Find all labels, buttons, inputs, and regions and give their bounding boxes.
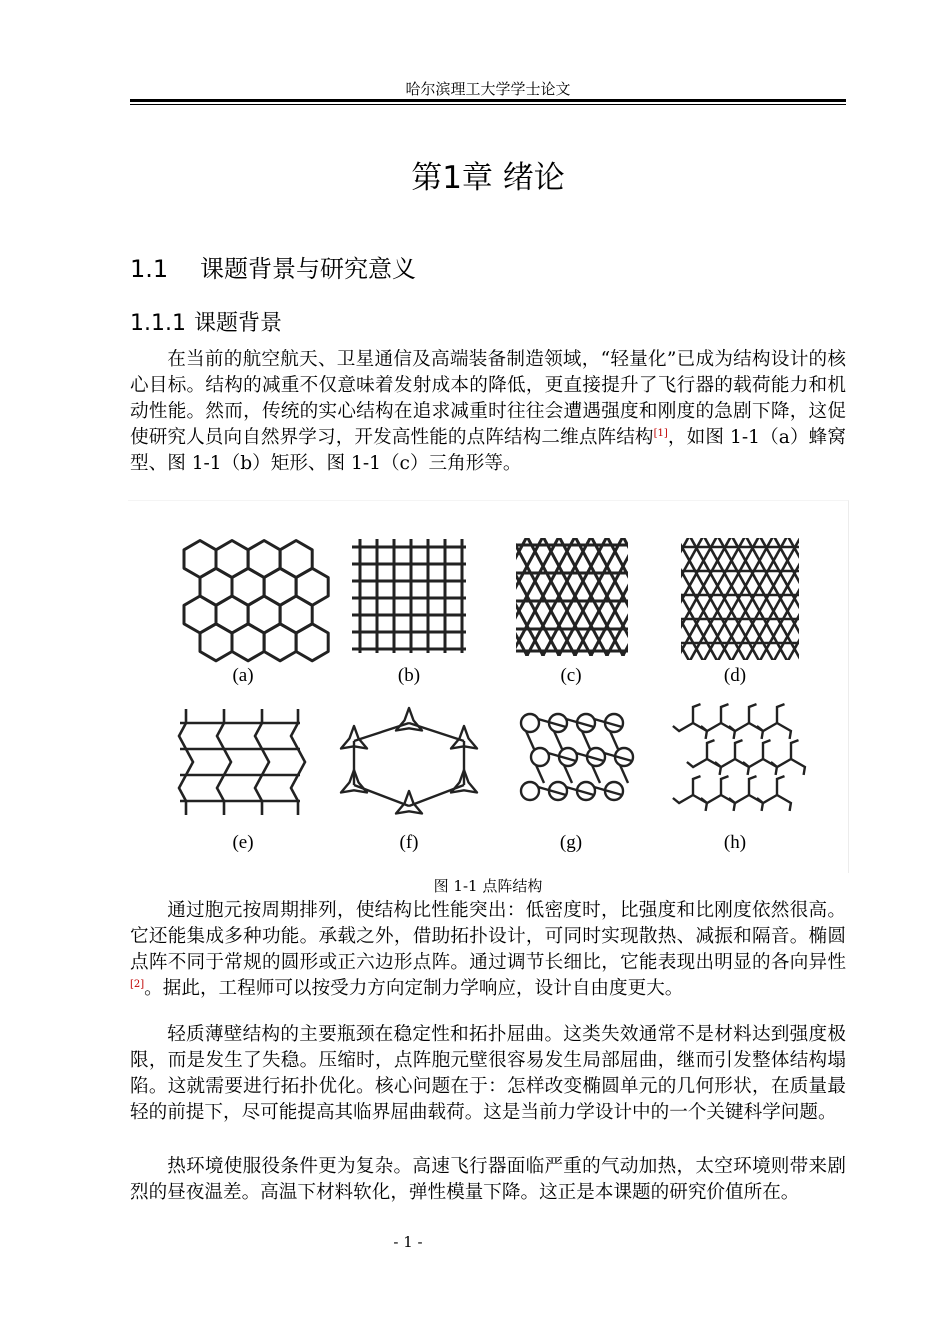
sublabel-c: (c)	[560, 665, 582, 686]
chiral-star-arm	[757, 723, 777, 731]
paragraph-1-text-a: 在当前的航空航天、卫星通信及高端装备制造领域，“轻量化”已成为结构设计的核心目标。结构的减重不仅意味着发射成本的降低，更直接提升了飞行器的载荷能力和机动性能。然而，传统的实心结构在追求减重时往往会遭遇强度和刚度的急剧下降，这促使研究人员向自然界学习，开发高性能的点阵结构二维点阵结构	[130, 349, 846, 448]
chiral-ligament	[610, 731, 618, 749]
star-link	[409, 785, 464, 806]
chiral-star-arm	[721, 795, 735, 811]
triangle-line-diagonal	[444, 531, 514, 661]
kagome-line-diagonal	[617, 531, 692, 666]
chiral-star-arm	[707, 759, 721, 775]
chiral-ligament	[594, 719, 622, 727]
reentrant-strut	[298, 749, 305, 775]
chiral-star-arm	[721, 704, 729, 723]
lattice-structures-figure	[128, 500, 849, 873]
chiral-star-arm	[777, 723, 791, 739]
chiral-star-arm	[693, 704, 701, 723]
section-title: 课题背景与研究意义	[200, 255, 416, 283]
chiral-ligament	[526, 731, 534, 749]
reentrant-strut	[217, 775, 224, 801]
chiral-star-arm	[749, 723, 763, 739]
subsection-heading	[130, 306, 282, 337]
chiral-star-arm	[729, 723, 749, 731]
chiral-ligament	[582, 731, 590, 749]
kagome-line-diagonal	[841, 531, 848, 666]
triangle-line-diagonal	[380, 531, 450, 661]
chiral-star-arm	[693, 723, 707, 739]
triangle-line-diagonal	[620, 531, 690, 661]
sublabel-d: (d)	[723, 665, 747, 686]
honeycomb-cell	[264, 624, 296, 661]
star-link	[354, 785, 409, 806]
triangle-line-diagonal	[396, 531, 466, 661]
triangle-line-diagonal	[444, 531, 514, 661]
triangle-line-diagonal	[396, 531, 466, 661]
chiral-ligament	[594, 787, 622, 795]
chiral-star-arm	[749, 776, 757, 795]
honeycomb-lattice	[184, 541, 328, 661]
chiral-circle-lattice	[521, 714, 633, 800]
chiral-star-arm	[735, 759, 749, 775]
chiral-ligament	[538, 787, 566, 795]
chiral-star-arm	[707, 740, 715, 759]
subsection-number: 1.1.1	[130, 311, 186, 336]
chiral-star-arm	[743, 759, 763, 767]
chiral-star-arm	[729, 795, 749, 803]
chiral-ligament	[604, 753, 632, 761]
chiral-ligament	[576, 753, 604, 761]
honeycomb-cell	[232, 624, 264, 661]
chiral-star-arm	[673, 795, 693, 803]
sublabel-f: (f)	[399, 832, 419, 853]
chiral-star-arm	[749, 704, 757, 723]
paragraph-2-text-a: 通过胞元按周期排列，使结构比性能突出：低密度时，比强度和比刚度依然很高。它还能集成多种功能。承载之外，借助拓扑设计，可同时实现散热、减振和隔音。椭圆点阵不同于常规的圆形或正六边形点阵。通过调节长细比，它能表现出明显的各向异性	[130, 900, 846, 973]
kagome-line-diagonal	[813, 531, 848, 666]
figure-caption: 图 1-1 点阵结构	[433, 877, 543, 895]
honeycomb-cell	[200, 624, 232, 661]
reentrant-strut	[179, 775, 186, 801]
running-header: 哈尔滨理工大学学士论文	[405, 80, 571, 98]
sublabel-h: (h)	[723, 832, 747, 853]
section-heading	[130, 249, 416, 284]
reentrant-strut	[291, 723, 298, 749]
triangle-line-diagonal	[380, 531, 450, 661]
kagome-line-diagonal	[799, 531, 848, 666]
chiral-ligament	[566, 719, 594, 727]
chiral-ligament	[536, 765, 544, 783]
chapter-title: 第1章 绪论	[411, 160, 565, 196]
sublabel-b: (b)	[397, 665, 421, 686]
section-number: 1.1	[130, 255, 169, 283]
reentrant-strut	[255, 723, 262, 749]
kagome-line-diagonal	[841, 531, 848, 666]
kagome-line-diagonal	[617, 531, 692, 666]
chiral-star-arm	[693, 795, 707, 811]
subsection-title: 课题背景	[193, 311, 282, 336]
kagome-line-diagonal	[827, 531, 848, 666]
chiral-star-arm	[721, 723, 735, 739]
reentrant-strut	[217, 723, 224, 749]
chiral-ligament	[548, 753, 576, 761]
chiral-star-arm	[701, 795, 721, 803]
citation-2[interactable]: [2]	[130, 979, 145, 990]
chiral-star-arm	[791, 740, 799, 759]
reentrant-strut	[224, 749, 231, 775]
header-rule-thick	[130, 99, 846, 102]
chiral-star-arm	[673, 723, 693, 731]
reentrant-strut	[186, 749, 193, 775]
chiral-node	[521, 782, 539, 800]
reentrant-strut	[179, 723, 186, 749]
kagome-line-diagonal	[799, 531, 848, 666]
paragraph-2	[130, 898, 846, 1002]
rectangular-lattice	[352, 539, 466, 653]
chiral-ligament	[538, 719, 566, 727]
paragraph-3: 轻质薄壁结构的主要瓶颈在稳定性和拓扑屈曲。这类失效通常不是材料达到强度极限，而是发生了失稳。压缩时，点阵胞元壁很容易发生局部屈曲，继而引发整体结构塌陷。这就需要进行拓扑优化。核心问题在于：怎样改变椭圆单元的几何形状，在质量最轻的前提下，尽可能提高其临界屈曲载荷。这是当前力学设计中的一个关键科学问题。	[130, 1024, 846, 1123]
kagome-line-diagonal	[813, 531, 848, 666]
triangle-line-diagonal	[412, 531, 482, 661]
chiral-star-arm	[763, 759, 777, 775]
chiral-star-arm	[735, 740, 743, 759]
paragraph-2-text-b: 。据此，工程师可以按受力方向定制力学响应，设计自由度更大。	[144, 978, 684, 999]
star-lattice	[341, 708, 477, 814]
paragraph-4: 热环境使服役条件更为复杂。高速飞行器面临严重的气动加热，太空环境则带来剧烈的昼夜温差。高温下材料软化，弹性模量下降。这正是本课题的研究价值所在。	[130, 1156, 846, 1203]
chiral-node	[521, 714, 539, 732]
triangle-line-diagonal	[620, 531, 690, 661]
chiral-node	[531, 748, 549, 766]
chiral-star-arm	[721, 776, 729, 795]
sublabel-g: (g)	[559, 832, 583, 853]
chiral-star-arm	[763, 740, 771, 759]
chiral-star-arm	[715, 759, 735, 767]
chiral-star-arm	[687, 759, 707, 767]
chiral-star-arm	[749, 795, 763, 811]
chiral-ligament	[564, 765, 572, 783]
paragraph-1-text-b: ，如图 1-1（a）蜂窝型、图 1-1（b）矩形、图 1-1（c）三角形等。	[130, 427, 846, 474]
reentrant-lattice	[179, 709, 305, 815]
chiral-star-arm	[777, 776, 785, 795]
chiral-star-arm	[693, 776, 701, 795]
chiral-star-arm	[771, 759, 791, 767]
star-link	[354, 723, 409, 741]
sublabel-a: (a)	[232, 665, 254, 686]
kagome-line-diagonal	[827, 531, 848, 666]
star-link	[409, 723, 464, 741]
citation-1[interactable]: [1]	[653, 428, 668, 439]
sublabel-e: (e)	[232, 832, 254, 853]
reentrant-strut	[262, 749, 269, 775]
paragraph-1	[130, 347, 846, 477]
chiral-ligament	[620, 765, 628, 783]
chiral-star-lattice	[673, 704, 805, 811]
header-rule-thin	[130, 104, 846, 105]
chiral-star-arm	[701, 723, 721, 731]
chiral-star-arm	[777, 704, 785, 723]
chiral-ligament	[566, 787, 594, 795]
chiral-ligament	[554, 731, 562, 749]
honeycomb-cell	[296, 624, 328, 661]
chiral-star-arm	[777, 795, 791, 811]
page-number: - 1 -	[393, 1233, 423, 1251]
chiral-ligament	[592, 765, 600, 783]
reentrant-strut	[255, 775, 262, 801]
chiral-star-arm	[791, 759, 805, 775]
reentrant-strut	[291, 775, 298, 801]
chiral-star-arm	[757, 795, 777, 803]
triangle-line-diagonal	[412, 531, 482, 661]
